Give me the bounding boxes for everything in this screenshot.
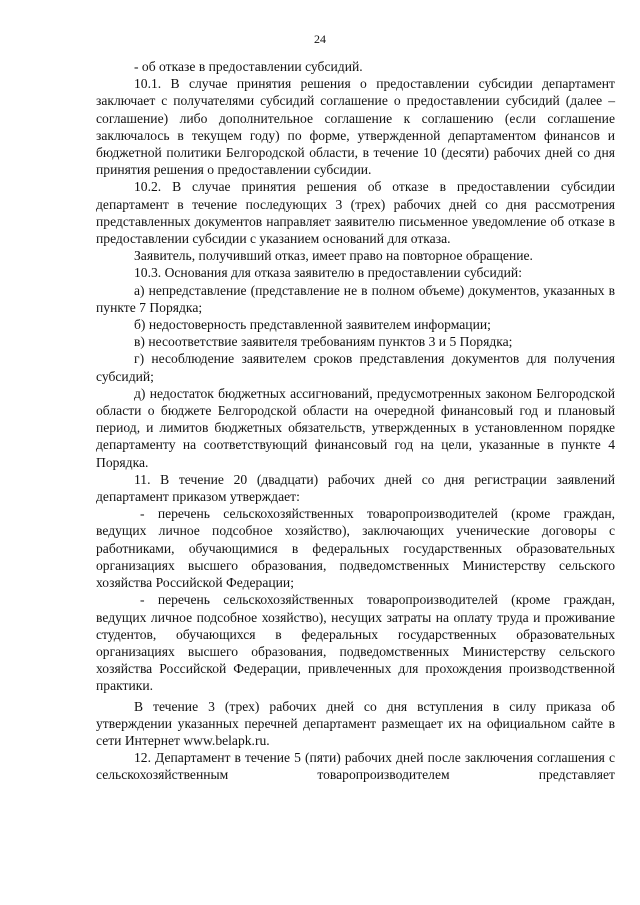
paragraph-list-apprentice: - перечень сельскохозяйственных товаропроизводителей (кроме граждан, ведущих личное подсобное хозяйство), заключающих ученические договоры с работниками, обучающимися в федеральных государственных образовательных организациях высшего образования, подведомственных Министерству сельского хозяйства Российской Федерации;	[96, 506, 615, 591]
paragraph-publication: В течение 3 (трех) рабочих дней со дня вступления в силу приказа об утверждении указанных перечней департамент размещает их на официальном сайте в сети Интернет www.belapk.ru.	[96, 698, 615, 748]
paragraph-12: 12. Департамент в течение 5 (пяти) рабочих дней после заключения соглашения с сельскохозяйственным товаропроизводителем представляет	[96, 750, 615, 783]
paragraph-refusal-item: - об отказе в предоставлении субсидий.	[134, 59, 363, 74]
paragraph-list-practice: - перечень сельскохозяйственных товаропроизводителей (кроме граждан, ведущих личное подсобное хозяйство), несущих затраты на оплату труда и проживание студентов, обучающихся в федеральных государственных образовательных организациях высшего образования, подведомственных Министерству сельского хозяйства Российской Федерации, привлеченных для прохождения производственной практики.	[96, 592, 615, 694]
paragraph-item-b: б) недостоверность представленной заявителем информации;	[134, 317, 491, 333]
page-number: 24	[314, 32, 326, 46]
paragraph-item-a: а) непредставление (представление не в полном объеме) документов, указанных в пункте 7 Порядка;	[96, 282, 615, 315]
document-body	[96, 58, 615, 784]
paragraph-item-v: в) несоответствие заявителя требованиям пунктов 3 и 5 Порядка;	[134, 334, 513, 350]
paragraph-repeat-appeal: Заявитель, получивший отказ, имеет право на повторное обращение.	[134, 248, 533, 264]
paragraph-10-3: 10.3. Основания для отказа заявителю в предоставлении субсидий:	[134, 265, 522, 281]
paragraph-item-g: г) несоблюдение заявителем сроков представления документов для получения субсидий;	[96, 351, 615, 384]
paragraph-item-d: д) недостаток бюджетных ассигнований, предусмотренных законом Белгородской области о бюджете Белгородской области на очередной финансовый год и плановый период, и лимитов бюджетных обязательств, утвержденных в установленном порядке департаменту на соответствующий финансовый год на цели, указанные в пункте 4 Порядка.	[96, 385, 615, 470]
paragraph-10-1: 10.1. В случае принятия решения о предоставлении субсидии департамент заключает с получателями субсидий соглашение о предоставлении субсидий (далее – соглашение) либо дополнительное соглашение к соглашению (если соглашение заключалось в текущем году) по форме, утвержденной департаментом финансов и бюджетной политики Белгородской области, в течение 10 (десяти) рабочих дней со дня принятия решения о предоставлении субсидии.	[96, 76, 615, 178]
paragraph-11: 11. В течение 20 (двадцати) рабочих дней со дня регистрации заявлений департамент приказом утверждает:	[96, 471, 615, 505]
paragraph-10-2: 10.2. В случае принятия решения об отказе в предоставлении субсидии департамент в течение последующих 3 (трех) рабочих дней со дня рассмотрения представленных документов направляет заявителю письменное уведомление об отказе в предоставлении субсидии с указанием оснований для отказа.	[96, 179, 615, 247]
